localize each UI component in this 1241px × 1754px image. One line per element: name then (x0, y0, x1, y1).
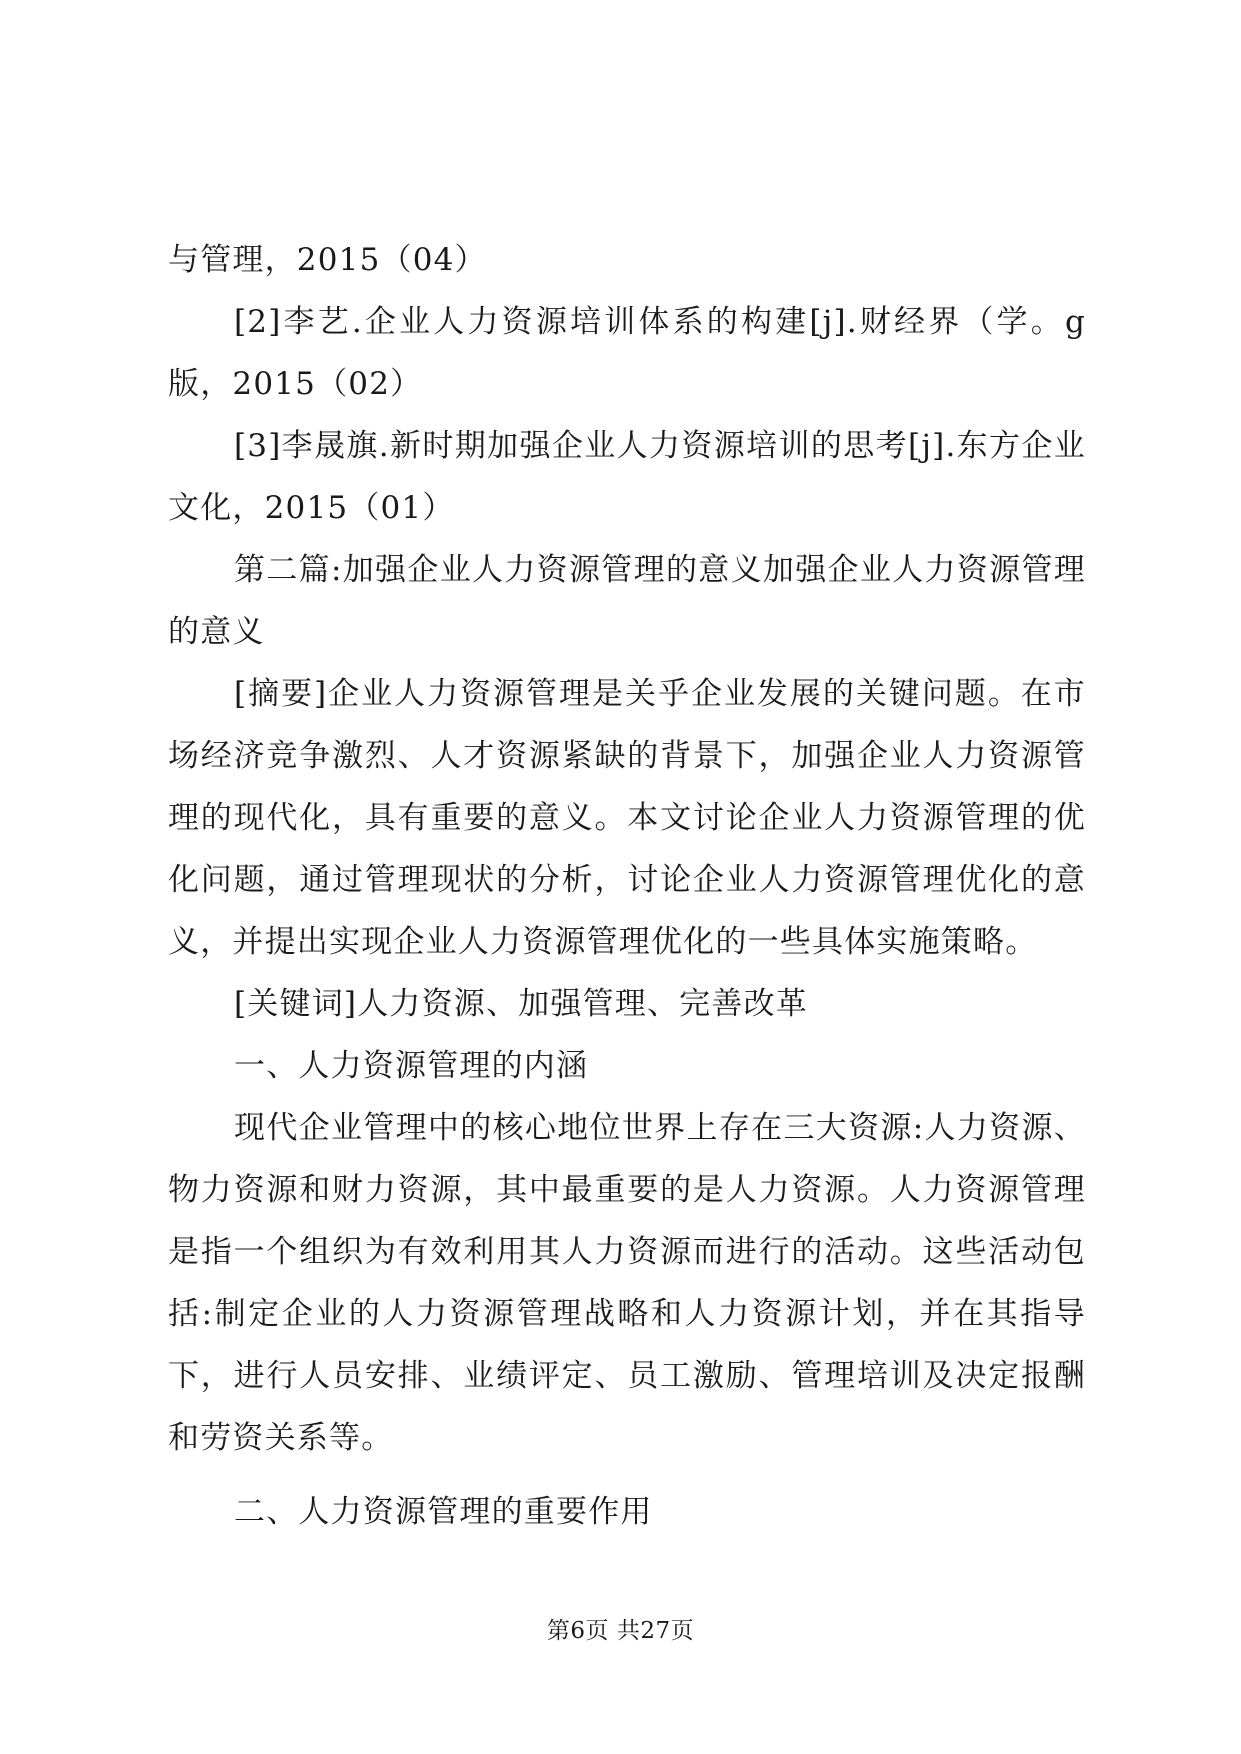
keywords-paragraph: [关键词]人力资源、加强管理、完善改革 (234, 986, 808, 1022)
page-footer: 第6页 共27页 (546, 1618, 695, 1644)
reference-3: [3]李晟旗.新时期加强企业人力资源培训的思考[j].东方企业文化，2015（01） (168, 428, 1086, 526)
body-text (168, 229, 1086, 1543)
heading-section-2: 二、人力资源管理的重要作用 (234, 1494, 653, 1530)
reference-continuation: 与管理，2015（04） (168, 242, 487, 278)
heading-section-1: 一、人力资源管理的内涵 (234, 1048, 589, 1084)
section-heading-second-article: 第二篇:加强企业人力资源管理的意义加强企业人力资源管理的意义 (168, 552, 1086, 650)
reference-2: [2]李艺.企业人力资源培训体系的构建[j].财经界（学。g版，2015（02） (168, 304, 1086, 402)
abstract-paragraph: [摘要]企业人力资源管理是关乎企业发展的关键问题。在市场经济竞争激烈、人才资源紧缺的背景下，加强企业人力资源管理的现代化，具有重要的意义。本文讨论企业人力资源管理的优化问题，通过管理现状的分析，讨论企业人力资源管理优化的意义，并提出实现企业人力资源管理优化的一些具体实施策略。 (168, 676, 1086, 960)
body-paragraph: 现代企业管理中的核心地位世界上存在三大资源:人力资源、物力资源和财力资源，其中最重要的是人力资源。人力资源管理是指一个组织为有效利用其人力资源而进行的活动。这些活动包括:制定企业的人力资源管理战略和人力资源计划，并在其指导下，进行人员安排、业绩评定、员工激励、管理培训及决定报酬和劳资关系等。 (168, 1110, 1086, 1456)
